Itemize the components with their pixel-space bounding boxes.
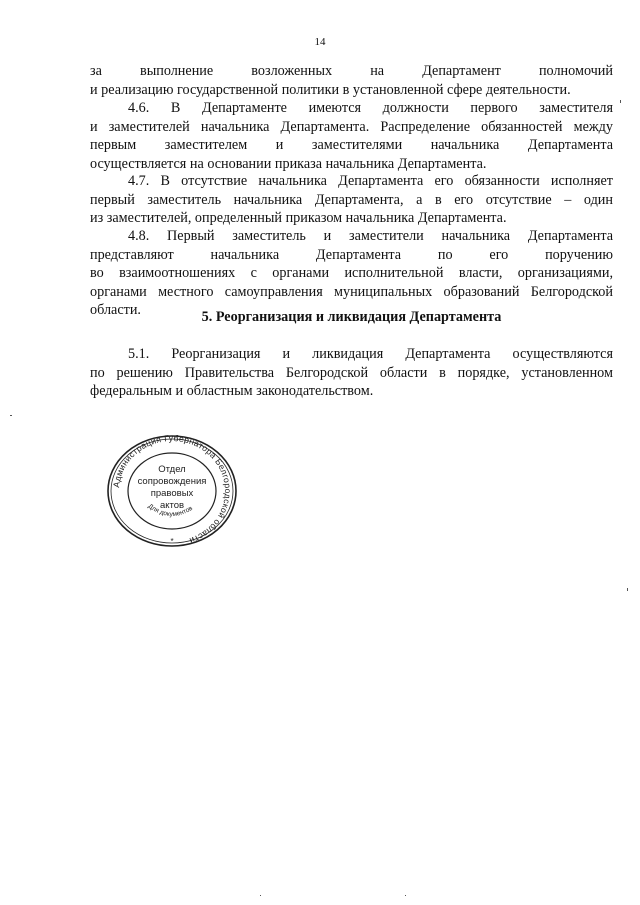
text-line: и реализацию государственной политики в установленной сфере деятельности. [90,81,571,98]
paragraph-4-6 [90,99,613,173]
stamp-line: актов [159,500,185,511]
text-line: 4.7. В отсутствие начальника Департамента его обязанности исполняет [128,173,613,189]
text-line: 4.8. Первый заместитель и заместители начальника Департамента [128,228,613,244]
section-heading: 5. Реорганизация и ликвидация Департамента [201,309,502,325]
text-line: органами местного самоуправления муниципальных образований Белгородской [90,283,613,300]
stamp-ring-text: Администрация Губернатора Белгородской области [111,434,234,547]
text-line: федеральным и областным законодательством. [90,383,374,399]
paragraph-4-8 [90,227,613,320]
stamp-line: Отдел [158,464,186,475]
text-line: во взаимоотношениях с органами исполнительной власти, организациями, [90,265,613,281]
text-line: по решению Правительства Белгородской области в порядке, установленном [90,364,613,381]
stamp-star: * [170,537,174,546]
paragraph-5-1 [90,345,613,401]
scan-speck [260,895,261,896]
text-line: 4.6. В Департаменте имеются должности первого заместителя [128,100,613,116]
text-line: первым заместителем и заместителями начальника Департамента [90,137,613,153]
text-line: осуществляется на основании приказа начальника Департамента. [90,155,487,172]
stamp-bottom-text: Для документов [146,502,194,519]
page-number: 14 [314,36,326,48]
text-line: 5.1. Реорганизация и ликвидация Департамента осуществляются [128,346,613,362]
stamp-line: правовых [150,488,194,499]
text-line: представляют начальника Департамента по его поручению [90,246,613,263]
text-line: первый заместитель начальника Департамента, а в его отсутствие – один [90,191,613,208]
paragraph-continuation [90,62,613,99]
text-line: из заместителей, определенный приказом начальника Департамента. [90,210,507,226]
text-line: за выполнение возложенных на Департамент полномочий [90,63,613,79]
scan-speck [620,100,621,103]
stamp-line: сопровождения [137,476,207,487]
paragraph-4-7 [90,172,613,228]
official-stamp [106,434,238,548]
text-line: области. [90,302,141,318]
scan-speck [10,415,12,416]
scan-speck [627,588,628,591]
scan-speck [405,895,406,896]
text-line: и заместителей начальника Департамента. Распределение обязанностей между [90,118,613,135]
